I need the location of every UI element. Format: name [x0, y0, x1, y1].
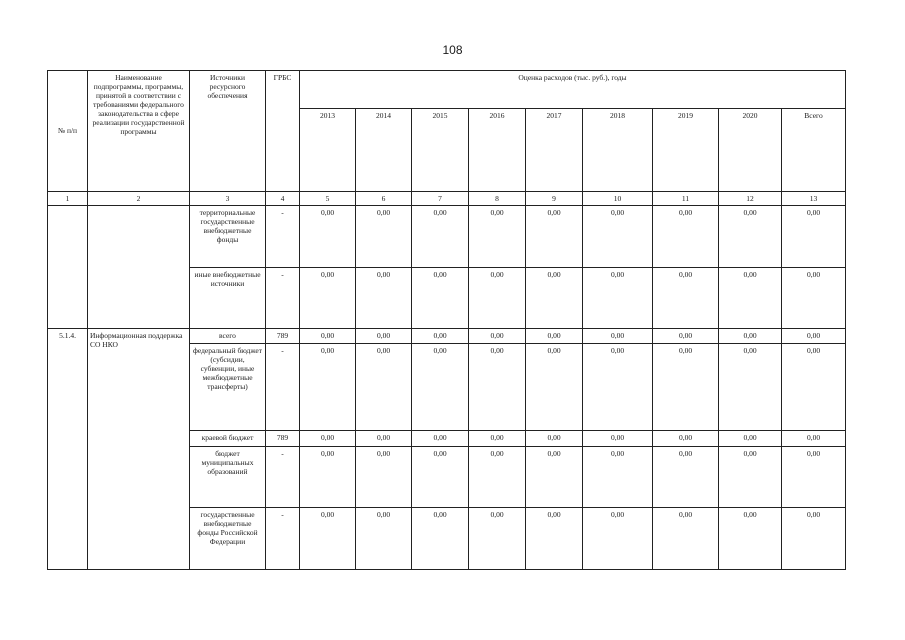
value-cell: 0,00 [300, 329, 356, 343]
header-number: № п/п [48, 71, 88, 192]
row-name-empty [88, 206, 190, 329]
value-cell: 0,00 [653, 447, 719, 508]
funding-source: краевой бюджет [190, 430, 266, 446]
grbs-code: - [266, 267, 300, 328]
value-cell: 0,00 [469, 206, 526, 267]
header-year: 2018 [583, 108, 653, 191]
value-cell: 0,00 [356, 267, 412, 328]
value-cell: 0,00 [526, 206, 583, 267]
header-year: 2019 [653, 108, 719, 191]
column-number-row [48, 191, 846, 205]
value-cell: 0,00 [526, 267, 583, 328]
value-cell: 0,00 [653, 508, 719, 570]
value-cell: 0,00 [300, 206, 356, 267]
column-number: 9 [526, 191, 583, 205]
value-cell: 0,00 [356, 508, 412, 570]
value-cell: 0,00 [583, 343, 653, 430]
value-total: 0,00 [782, 329, 846, 343]
value-total: 0,00 [782, 447, 846, 508]
value-cell: 0,00 [356, 447, 412, 508]
value-total: 0,00 [782, 343, 846, 430]
column-number: 6 [356, 191, 412, 205]
value-cell: 0,00 [469, 508, 526, 570]
value-cell: 0,00 [300, 430, 356, 446]
value-cell: 0,00 [526, 447, 583, 508]
value-cell: 0,00 [412, 343, 469, 430]
value-cell: 0,00 [719, 267, 782, 328]
value-cell: 0,00 [412, 267, 469, 328]
column-number: 3 [190, 191, 266, 205]
value-cell: 0,00 [412, 508, 469, 570]
value-cell: 0,00 [526, 430, 583, 446]
value-cell: 0,00 [356, 206, 412, 267]
grbs-code: 789 [266, 430, 300, 446]
funding-source: государственные внебюджетные фонды Российской Федерации [190, 508, 266, 570]
value-cell: 0,00 [356, 329, 412, 343]
value-cell: 0,00 [653, 343, 719, 430]
funding-source: федеральный бюджет (субсидии, субвенции, иные межбюджетные трансферты) [190, 343, 266, 430]
value-cell: 0,00 [719, 430, 782, 446]
value-cell: 0,00 [583, 430, 653, 446]
value-cell: 0,00 [300, 508, 356, 570]
value-cell: 0,00 [526, 329, 583, 343]
value-cell: 0,00 [719, 343, 782, 430]
value-cell: 0,00 [583, 329, 653, 343]
table-row [48, 329, 846, 343]
column-number: 8 [469, 191, 526, 205]
value-cell: 0,00 [526, 343, 583, 430]
grbs-code: - [266, 508, 300, 570]
value-cell: 0,00 [719, 206, 782, 267]
value-total: 0,00 [782, 508, 846, 570]
value-total: 0,00 [782, 267, 846, 328]
header-name: Наименование подпрограммы, программы, принятой в соответствии с требованиями федерального законодательства в сфере реализации государственной программы [88, 71, 190, 192]
page-number: 108 [442, 43, 463, 57]
column-number: 7 [412, 191, 469, 205]
grbs-code: - [266, 343, 300, 430]
column-number: 1 [48, 191, 88, 205]
header-source: Источники ресурсного обеспечения [190, 71, 266, 192]
column-number: 12 [719, 191, 782, 205]
funding-source: бюджет муниципальных образований [190, 447, 266, 508]
value-cell: 0,00 [653, 267, 719, 328]
value-cell: 0,00 [526, 508, 583, 570]
column-number: 2 [88, 191, 190, 205]
value-cell: 0,00 [653, 430, 719, 446]
value-cell: 0,00 [300, 447, 356, 508]
program-name: Информационная поддержка СО НКО [88, 329, 190, 570]
grbs-code: - [266, 447, 300, 508]
value-cell: 0,00 [719, 508, 782, 570]
header-year: 2014 [356, 108, 412, 191]
value-cell: 0,00 [300, 267, 356, 328]
header-estimate: Оценка расходов (тыс. руб.), годы [300, 71, 846, 109]
table-row [48, 206, 846, 267]
value-cell: 0,00 [300, 343, 356, 430]
grbs-code: - [266, 206, 300, 267]
header-year: 2016 [469, 108, 526, 191]
value-cell: 0,00 [583, 447, 653, 508]
header-year: 2020 [719, 108, 782, 191]
value-cell: 0,00 [469, 267, 526, 328]
value-cell: 0,00 [583, 206, 653, 267]
funding-source: всего [190, 329, 266, 343]
value-cell: 0,00 [469, 329, 526, 343]
value-cell: 0,00 [412, 329, 469, 343]
value-total: 0,00 [782, 206, 846, 267]
value-cell: 0,00 [653, 206, 719, 267]
column-number: 4 [266, 191, 300, 205]
value-cell: 0,00 [583, 267, 653, 328]
funding-source: иные внебюджетные источники [190, 267, 266, 328]
value-total: 0,00 [782, 430, 846, 446]
value-cell: 0,00 [412, 206, 469, 267]
header-year: 2013 [300, 108, 356, 191]
header-year: 2017 [526, 108, 583, 191]
budget-table [47, 70, 846, 570]
value-cell: 0,00 [653, 329, 719, 343]
program-number: 5.1.4. [48, 329, 88, 570]
header-row [48, 71, 846, 109]
column-number: 5 [300, 191, 356, 205]
value-cell: 0,00 [412, 430, 469, 446]
row-number-empty [48, 206, 88, 329]
value-cell: 0,00 [583, 508, 653, 570]
value-cell: 0,00 [469, 447, 526, 508]
header-year: 2015 [412, 108, 469, 191]
funding-source: территориальные государственные внебюджетные фонды [190, 206, 266, 267]
value-cell: 0,00 [356, 430, 412, 446]
value-cell: 0,00 [469, 430, 526, 446]
value-cell: 0,00 [469, 343, 526, 430]
value-cell: 0,00 [719, 447, 782, 508]
column-number: 11 [653, 191, 719, 205]
header-total: Всего [782, 108, 846, 191]
column-number: 13 [782, 191, 846, 205]
value-cell: 0,00 [719, 329, 782, 343]
value-cell: 0,00 [356, 343, 412, 430]
grbs-code: 789 [266, 329, 300, 343]
header-grbs: ГРБС [266, 71, 300, 192]
value-cell: 0,00 [412, 447, 469, 508]
column-number: 10 [583, 191, 653, 205]
